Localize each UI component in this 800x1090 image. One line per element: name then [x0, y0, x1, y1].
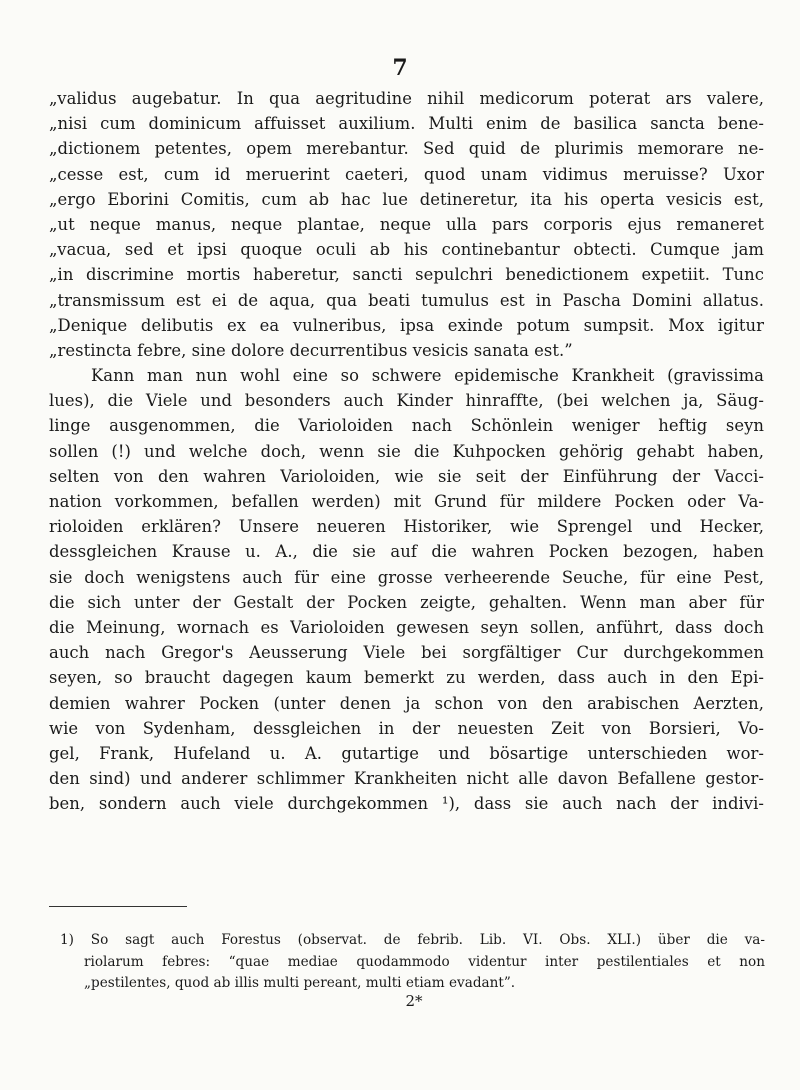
- text-line: die sich unter der Gestalt der Pocken zeigte, gehalten. Wenn man aber für: [49, 592, 764, 612]
- text-line: „transmissum est ei de aqua, qua beati tumulus est in Pascha Domini allatus.: [49, 290, 764, 310]
- text-line: den sind) und anderer schlimmer Krankheiten nicht alle davon Befallene gestor-: [49, 769, 764, 789]
- text-line: rioloiden erklären? Unsere neueren Historiker, wie Sprengel und Hecker,: [49, 517, 764, 537]
- text-line: „Denique delibutis ex ea vulneribus, ipsa exinde potum sumpsit. Mox igitur: [49, 315, 764, 335]
- text-line: demien wahrer Pocken (unter denen ja schon von den arabischen Aerzten,: [49, 693, 764, 713]
- paragraph-start-line: Kann man nun wohl eine so schwere epidemische Krankheit (gravissima: [91, 366, 764, 386]
- footnote-line: riolarum febres: “quae mediae quodammodo videntur inter pestilentiales et non: [84, 953, 765, 970]
- text-line: „in discrimine mortis haberetur, sancti sepulchri benedictionem expetiit. Tunc: [49, 265, 764, 285]
- text-line: auch nach Gregor's Aeusserung Viele bei sorgfältiger Cur durchgekommen: [49, 643, 764, 663]
- footnote-line: „pestilentes, quod ab illis multi pereant, multi etiam evadant”.: [84, 975, 516, 991]
- text-line: gel, Frank, Hufeland u. A. gutartige und bösartige unterschieden wor-: [49, 743, 764, 763]
- text-line: wie von Sydenham, dessgleichen in der neuesten Zeit von Borsieri, Vo-: [49, 718, 764, 738]
- text-line: sollen (!) und welche doch, wenn sie die Kuhpocken gehörig gehabt haben,: [49, 441, 764, 461]
- text-line: „restincta febre, sine dolore decurrentibus vesicis sanata est.”: [49, 340, 573, 360]
- footnote-line: 1) So sagt auch Forestus (observat. de febrib. Lib. VI. Obs. XLI.) über die va-: [60, 932, 765, 948]
- text-line: „ut neque manus, neque plantae, neque ulla pars corporis ejus remaneret: [49, 214, 764, 234]
- text-line: linge ausgenommen, die Varioloiden nach Schönlein weniger heftig seyn: [49, 416, 764, 436]
- text-line: nation vorkommen, befallen werden) mit Grund für mildere Pocken oder Va-: [49, 492, 764, 511]
- text-line: lues), die Viele und besonders auch Kinder hinraffte, (bei welchen ja, Säug-: [49, 391, 764, 411]
- body-text: [49, 86, 764, 816]
- text-line: „nisi cum dominicum affuisset auxilium. Multi enim de basilica sancta bene-: [49, 114, 764, 134]
- text-line: seyen, so braucht dagegen kaum bemerkt zu werden, dass auch in den Epi-: [49, 668, 764, 688]
- signature-mark: 2*: [405, 992, 423, 1010]
- text-line: „ergo Eborini Comitis, cum ab hac lue detineretur, ita his operta vesicis est,: [49, 189, 764, 209]
- text-line: „vacua, sed et ipsi quoque oculi ab his continebantur obtecti. Cumque jam: [49, 240, 764, 260]
- footnote: [60, 930, 765, 995]
- page-number: 7: [392, 55, 408, 81]
- text-line: die Meinung, wornach es Varioloiden gewesen seyn sollen, anführt, dass doch: [49, 617, 764, 637]
- footnote-divider: [49, 906, 187, 907]
- text-line: „validus augebatur. In qua aegritudine nihil medicorum poterat ars valere,: [49, 89, 764, 108]
- text-line: selten von den wahren Varioloiden, wie sie seit der Einführung der Vacci-: [49, 466, 764, 486]
- text-line: „dictionem petentes, opem merebantur. Sed quid de plurimis memorare ne-: [49, 139, 764, 159]
- text-line: dessgleichen Krause u. A., die sie auf die wahren Pocken bezogen, haben: [49, 542, 764, 562]
- text-line: ben, sondern auch viele durchgekommen ¹), dass sie auch nach der indivi-: [49, 794, 764, 814]
- text-line: „cesse est, cum id meruerint caeteri, quod unam vidimus meruisse? Uxor: [49, 164, 764, 184]
- text-line: sie doch wenigstens auch für eine grosse verheerende Seuche, für eine Pest,: [49, 567, 764, 587]
